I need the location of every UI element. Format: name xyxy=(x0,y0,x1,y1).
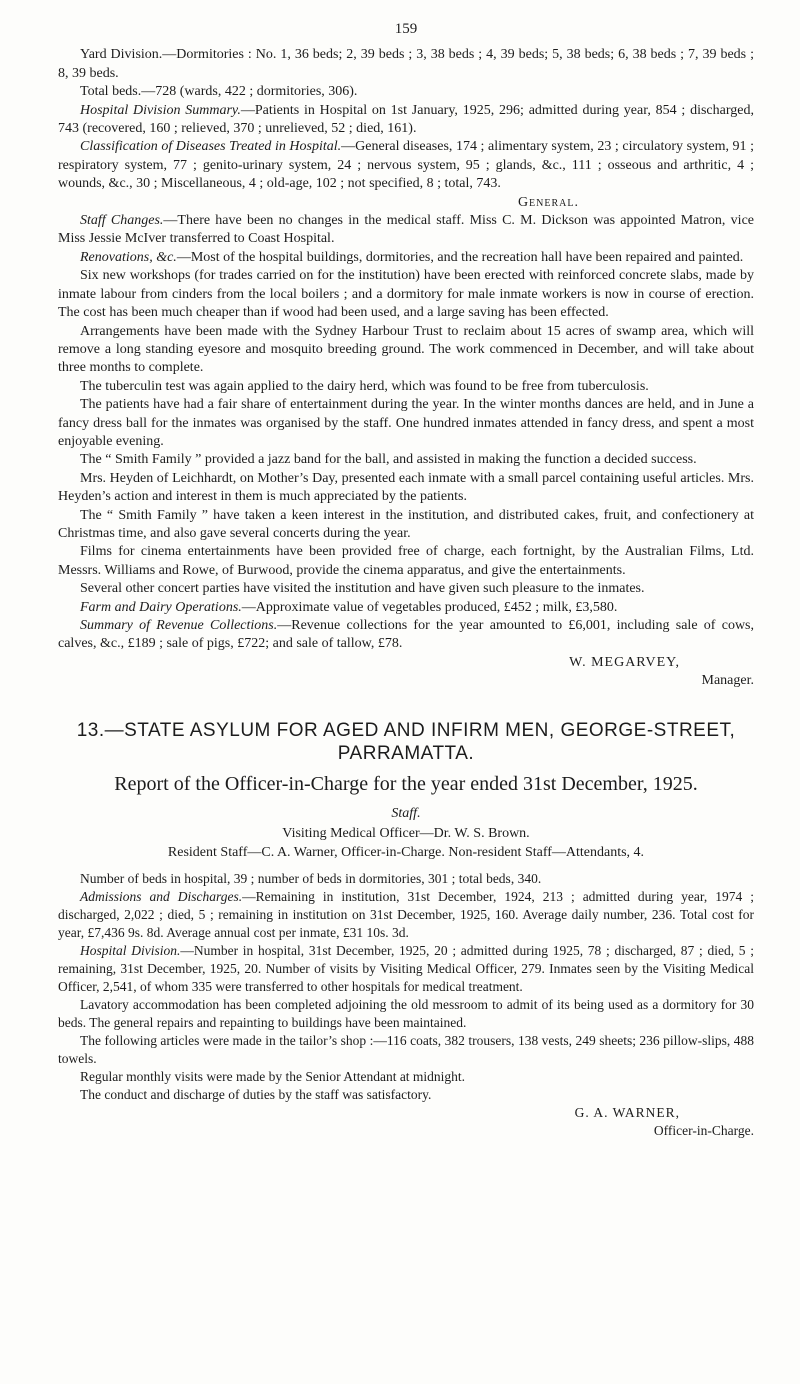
staff-changes-paragraph xyxy=(58,212,754,249)
hospital-division-2-text: —Number in hospital, 31st December, 1925, 20 ; admitted during 1925, 78 ; discharged, 87 ; died, 5 ; remaining, 31st December, 1925, 20. Number of visits by Visiting Medical Officer, 279. Inmates seen by the Visiting Medical Officer, 2,541, of whom 335 were transferred to other hospitals for medical treatment. xyxy=(58,943,754,995)
staff-label: Staff. xyxy=(391,806,421,822)
classification-text: —General diseases, 174 ; alimentary system, 23 ; circulatory system, 91 ; respiratory system, 77 ; genito-urinary system, 24 ; nervous system, 95 ; glands, &c., 111 ; osseous and arthritic, 4 ; wounds, &c., 30 ; Miscellaneous, 4 ; old-age, 102 ; not specified, 8 ; total, 743. xyxy=(58,139,755,192)
renovations-paragraph xyxy=(58,249,754,267)
classification-label: Classification of Diseases Treated in Hospital. xyxy=(80,139,342,155)
smith-family-christmas-paragraph: The “ Smith Family ” have taken a keen interest in the institution, and distributed cakes, fruit, and confectionery at Christmas time, and also gave several concerts during the year. xyxy=(58,507,754,541)
entertainment-paragraph: The patients have had a fair share of entertainment during the year. In the winter months dances are held, and in June a fancy dress ball for the inmates was organised by the staff. One hundred inmates attended in fancy dress, and spent a most enjoyable evening. xyxy=(58,397,754,449)
conduct-paragraph: The conduct and discharge of duties by the staff was satisfactory. xyxy=(80,1087,432,1103)
revenue-paragraph xyxy=(58,617,754,654)
hospital-division-paragraph xyxy=(58,102,754,139)
hospital-division-label: Hospital Division Summary. xyxy=(80,102,241,118)
yard-division-paragraph: Yard Division.—Dormitories : No. 1, 36 beds; 2, 39 beds ; 3, 38 beds ; 4, 39 beds; 5, 38 beds; 6, 38 beds ; 7, 39 beds ; 8, 39 beds. xyxy=(58,47,754,81)
general-heading: General. xyxy=(517,194,579,210)
smith-family-band-paragraph: The “ Smith Family ” provided a jazz band for the ball, and assisted in making the function a decided success. xyxy=(80,452,697,468)
report-title: Report of the Officer-in-Charge for the year ended 31st December, 1925. xyxy=(114,772,698,795)
hospital-division-2-label: Hospital Division. xyxy=(80,943,181,959)
farm-paragraph xyxy=(58,599,754,617)
revenue-text: —Revenue collections for the year amounted to £6,001, including sale of cows, calves, &c., £189 ; sale of pigs, £722; and sale of tallow, £78. xyxy=(58,618,754,652)
visiting-officer-line: Visiting Medical Officer—Dr. W. S. Brown. xyxy=(282,826,530,842)
section-13-title xyxy=(58,719,754,765)
renovations-text: —Most of the hospital buildings, dormitories, and the recreation hall have been repaired and painted. xyxy=(176,249,744,265)
admissions-label: Admissions and Discharges. xyxy=(80,889,243,905)
concerts-paragraph: Several other concert parties have visited the institution and have given such pleasure to the inmates. xyxy=(80,581,645,597)
section-title-line-1: 13.—STATE ASYLUM FOR AGED AND INFIRM MEN, GEORGE-STREET, xyxy=(76,719,736,741)
beds-paragraph: Number of beds in hospital, 39 ; number of beds in dormitories, 301 ; total beds, 340. xyxy=(80,871,542,887)
farm-label: Farm and Dairy Operations. xyxy=(80,599,242,615)
heyden-paragraph: Mrs. Heyden of Leichhardt, on Mother’s Day, presented each inmate with a small parcel containing useful articles. Mrs. Heyden’s action and interest in them is much appreciated by the patients. xyxy=(58,470,754,505)
films-paragraph: Films for cinema entertainments have been provided free of charge, each fortnight, by the Australian Films, Ltd. Messrs. Williams and Rowe, of Burwood, provide the cinema apparatus, and give the entertainments. xyxy=(58,544,754,578)
farm-text: —Approximate value of vegetables produced, £452 ; milk, £3,580. xyxy=(241,599,618,615)
staff-changes-label: Staff Changes. xyxy=(80,213,164,229)
swamp-paragraph: Arrangements have been made with the Sydney Harbour Trust to reclaim about 15 acres of swamp area, which will remove a long standing eyesore and mosquito breeding ground. The work commenced in December, and will take about three months to complete. xyxy=(58,323,754,376)
officer-signature-title: Officer-in-Charge. xyxy=(653,1123,754,1139)
manager-signature-title: Manager. xyxy=(701,673,754,689)
tailor-paragraph: The following articles were made in the tailor’s shop :—116 coats, 382 trousers, 138 vests, 249 sheets; 236 pillow-slips, 488 towels. xyxy=(58,1033,754,1067)
lavatory-paragraph: Lavatory accommodation has been completed adjoining the old messroom to admit of its being used as a dormitory for 30 beds. The general repairs and repainting to buildings have been maintained. xyxy=(58,997,754,1031)
admissions-paragraph xyxy=(58,888,754,942)
classification-paragraph xyxy=(58,138,754,193)
staff-changes-text: —There have been no changes in the medical staff. Miss C. M. Dickson was appointed Matron, vice Miss Jessie McIver transferred to Coast Hospital. xyxy=(58,213,754,247)
tuberculin-paragraph: The tuberculin test was again applied to the dairy herd, which was found to be free from tuberculosis. xyxy=(80,378,649,394)
admissions-text: —Remaining in institution, 31st December, 1924, 213 ; admitted during year, 1974 ; discharged, 2,022 ; died, 5 ; remaining in institution on 31st December, 1925, 160. Average daily number, 236. Total cost for year, £7,436 9s. 8d. Average annual cost per inmate, £31 10s. 3d. xyxy=(58,889,754,941)
workshops-paragraph: Six new workshops (for trades carried on for the institution) have been erected with reinforced concrete slabs, made by inmate labour from cinders from the local boilers ; and a dormitory for male inmate workers is now in course of erection. The cost has been much cheaper than if wood had been used, and a large saving has been effected. xyxy=(58,268,754,321)
total-beds-paragraph: Total beds.—728 (wards, 422 ; dormitories, 306). xyxy=(80,84,358,100)
page-number: 159 xyxy=(394,21,418,37)
renovations-label: Renovations, &c. xyxy=(80,249,177,265)
visits-paragraph: Regular monthly visits were made by the Senior Attendant at midnight. xyxy=(80,1069,466,1085)
officer-signature-name: G. A. WARNER, xyxy=(574,1105,680,1121)
hospital-division-2-paragraph xyxy=(58,942,754,996)
section-title-line-2: PARRAMATTA. xyxy=(337,742,475,764)
hospital-division-text: —Patients in Hospital on 1st January, 1925, 296; admitted during year, 854 ; discharged, 743 (recovered, 160 ; relieved, 370 ; unrelieved, 52 ; died, 161). xyxy=(58,102,754,137)
resident-staff-line: Resident Staff—C. A. Warner, Officer-in-Charge. Non-resident Staff—Attendants, 4. xyxy=(167,844,645,860)
revenue-label: Summary of Revenue Collections. xyxy=(80,618,278,633)
manager-signature-name: W. MEGARVEY, xyxy=(569,654,680,670)
